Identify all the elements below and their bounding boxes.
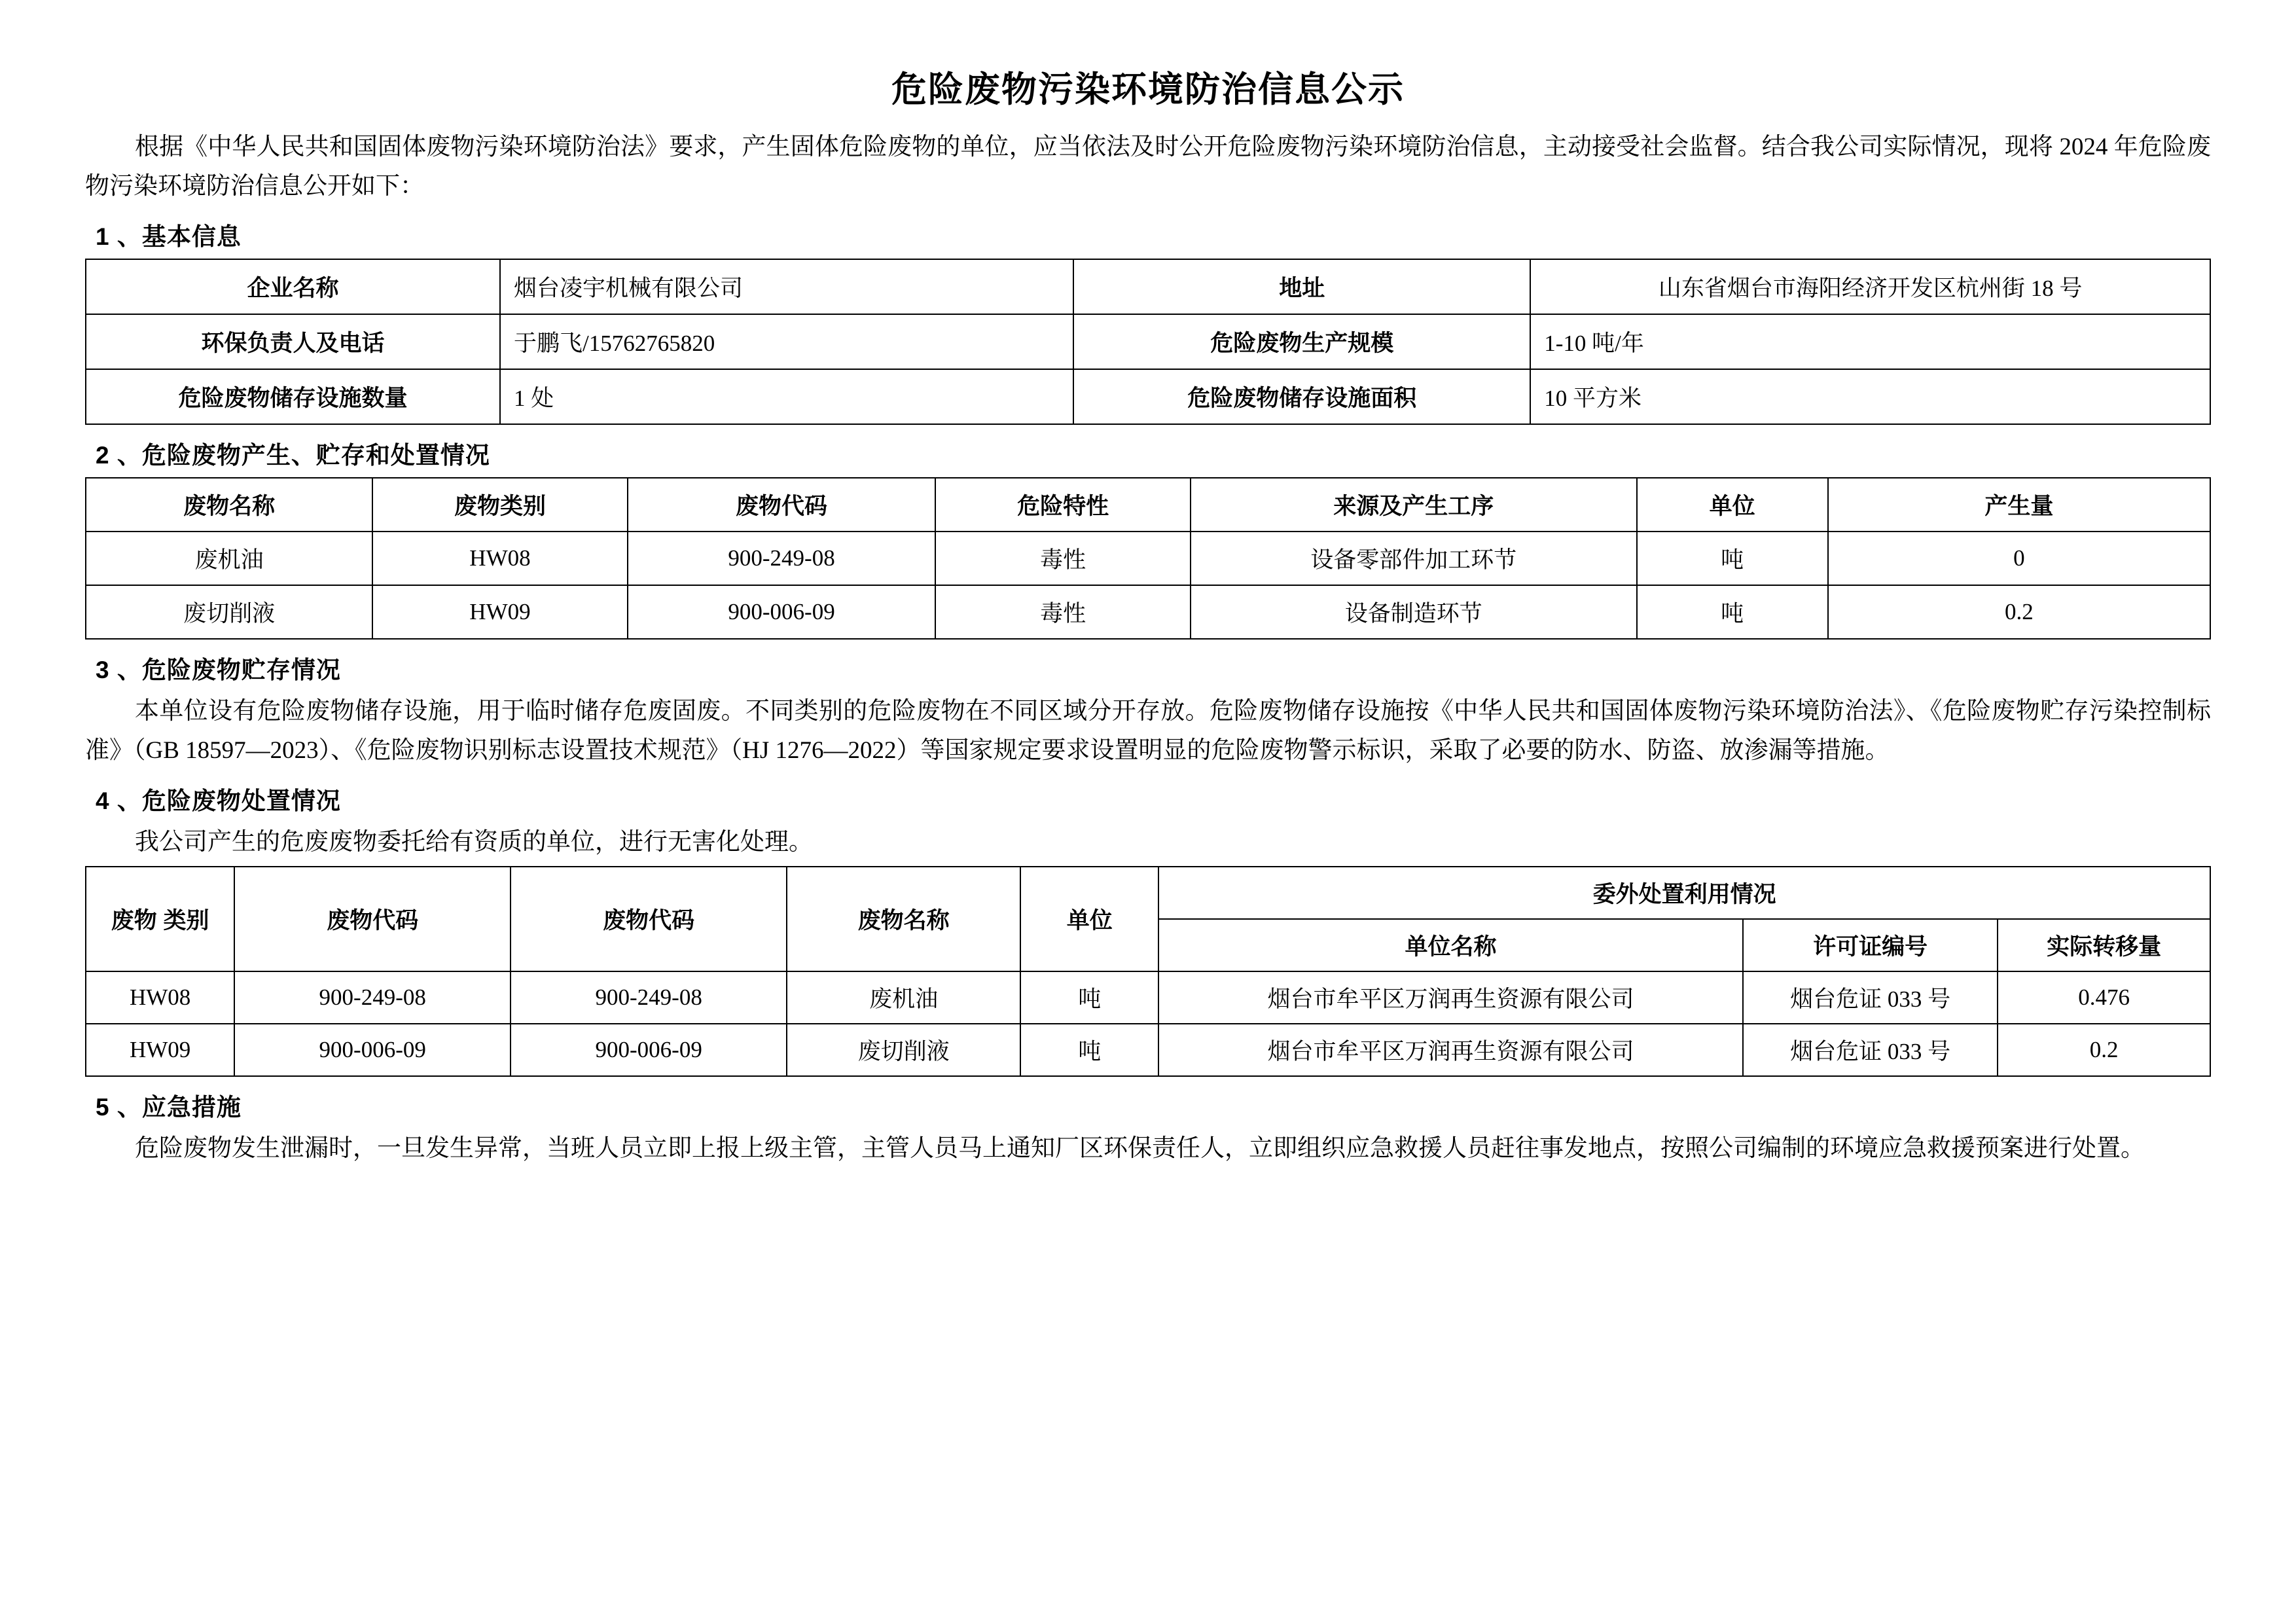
disp-header-unit: 单位	[1020, 867, 1158, 971]
basic-label-storage-area: 危险废物储存设施面积	[1073, 369, 1530, 424]
storage-paragraph: 本单位设有危险废物储存设施，用于临时储存危废固废。不同类别的危险废物在不同区域分开存放。危险废物储存设施按《中华人民共和国固体废物污染环境防治法》、《危险废物贮存污染控制标准》（GB 18597—2023）、《危险废物识别标志设置技术规范》（HJ 1276—2022）等国家规定要求设置明显的危险废物警示标识，采取了必要的防水、防盗、放渗漏等措施。	[85, 697, 2211, 764]
table-row	[86, 1024, 2210, 1076]
page-title: 危险废物污染环境防治信息公示	[891, 70, 1405, 109]
gen-cell-category: HW08	[372, 532, 628, 585]
gen-cell-unit: 吨	[1637, 585, 1828, 639]
gen-cell-hazard: 毒性	[935, 532, 1191, 585]
disp-header-name: 废物名称	[787, 867, 1020, 971]
gen-header-amount: 产生量	[1828, 478, 2210, 532]
table-row	[86, 259, 2210, 314]
gen-cell-hazard: 毒性	[935, 585, 1191, 639]
gen-cell-category: HW09	[372, 585, 628, 639]
section-heading-storage: 3 、危险废物贮存情况	[96, 656, 341, 683]
basic-value-company-name: 烟台凌宇机械有限公司	[500, 259, 1073, 314]
gen-cell-name: 废机油	[86, 532, 372, 585]
basic-value-production-scale: 1-10 吨/年	[1530, 314, 2210, 369]
disp-header-category: 废物 类别	[86, 867, 234, 971]
gen-header-code: 废物代码	[628, 478, 936, 532]
table-header-row	[86, 478, 2210, 532]
disp-cell-category: HW09	[86, 1024, 234, 1076]
basic-label-company-name: 企业名称	[86, 259, 500, 314]
disp-cell-license: 烟台危证 033 号	[1743, 971, 1998, 1024]
disp-cell-transfer-amount: 0.476	[1998, 971, 2210, 1024]
disp-header-code-2: 废物代码	[511, 867, 787, 971]
gen-cell-code: 900-249-08	[628, 532, 936, 585]
basic-label-contact: 环保负责人及电话	[86, 314, 500, 369]
gen-header-name: 废物名称	[86, 478, 372, 532]
intro-paragraph: 根据《中华人民共和国固体废物污染环境防治法》要求，产生固体危险废物的单位，应当依法及时公开危险废物污染环境防治信息，主动接受社会监督。结合我公司实际情况，现将 2024 年危险废物污染环境防治信息公开如下：	[85, 134, 2211, 200]
table-row	[86, 585, 2210, 639]
section-heading-basic-info: 1 、基本信息	[96, 223, 242, 250]
basic-value-address: 山东省烟台市海阳经济开发区杭州街 18 号	[1530, 259, 2210, 314]
disp-cell-code-1: 900-006-09	[234, 1024, 511, 1076]
basic-info-table	[85, 259, 2211, 425]
disp-cell-code-2: 900-006-09	[511, 1024, 787, 1076]
gen-header-hazard: 危险特性	[935, 478, 1191, 532]
disp-cell-name: 废切削液	[787, 1024, 1020, 1076]
section-heading-disposal: 4 、危险废物处置情况	[96, 787, 341, 814]
gen-header-source: 来源及产生工序	[1191, 478, 1637, 532]
basic-value-storage-count: 1 处	[500, 369, 1073, 424]
table-row	[86, 532, 2210, 585]
disp-header-unit-name: 单位名称	[1158, 919, 1743, 971]
disp-cell-unit: 吨	[1020, 1024, 1158, 1076]
disp-cell-name: 废机油	[787, 971, 1020, 1024]
disp-header-group: 委外处置利用情况	[1158, 867, 2210, 919]
gen-cell-name: 废切削液	[86, 585, 372, 639]
gen-cell-source: 设备零部件加工环节	[1191, 532, 1637, 585]
basic-label-storage-count: 危险废物储存设施数量	[86, 369, 500, 424]
gen-header-category: 废物类别	[372, 478, 628, 532]
emergency-paragraph: 危险废物发生泄漏时，一旦发生异常，当班人员立即上报上级主管，主管人员马上通知厂区环保责任人，立即组织应急救援人员赶往事发地点，按照公司编制的环境应急救援预案进行处置。	[135, 1134, 2145, 1162]
gen-cell-unit: 吨	[1637, 532, 1828, 585]
disp-cell-code-2: 900-249-08	[511, 971, 787, 1024]
basic-value-storage-area: 10 平方米	[1530, 369, 2210, 424]
gen-cell-source: 设备制造环节	[1191, 585, 1637, 639]
disp-header-code-1: 废物代码	[234, 867, 511, 971]
section-heading-emergency: 5 、应急措施	[96, 1093, 242, 1121]
table-header-row	[86, 867, 2210, 919]
table-row	[86, 971, 2210, 1024]
disp-cell-code-1: 900-249-08	[234, 971, 511, 1024]
disp-cell-unit-name: 烟台市牟平区万润再生资源有限公司	[1158, 971, 1743, 1024]
disp-cell-unit-name: 烟台市牟平区万润再生资源有限公司	[1158, 1024, 1743, 1076]
disp-cell-category: HW08	[86, 971, 234, 1024]
disp-cell-unit: 吨	[1020, 971, 1158, 1024]
disposal-table	[85, 866, 2211, 1077]
disp-cell-transfer-amount: 0.2	[1998, 1024, 2210, 1076]
table-row	[86, 369, 2210, 424]
basic-label-address: 地址	[1073, 259, 1530, 314]
section-heading-generation: 2 、危险废物产生、贮存和处置情况	[96, 441, 490, 469]
disp-header-license: 许可证编号	[1743, 919, 1998, 971]
disp-cell-license: 烟台危证 033 号	[1743, 1024, 1998, 1076]
gen-cell-amount: 0	[1828, 532, 2210, 585]
gen-cell-amount: 0.2	[1828, 585, 2210, 639]
disp-header-transfer-amount: 实际转移量	[1998, 919, 2210, 971]
disposal-paragraph: 我公司产生的危废废物委托给有资质的单位，进行无害化处理。	[135, 828, 813, 856]
basic-label-production-scale: 危险废物生产规模	[1073, 314, 1530, 369]
gen-cell-code: 900-006-09	[628, 585, 936, 639]
generation-table	[85, 477, 2211, 640]
basic-value-contact: 于鹏飞/15762765820	[500, 314, 1073, 369]
gen-header-unit: 单位	[1637, 478, 1828, 532]
table-row	[86, 314, 2210, 369]
